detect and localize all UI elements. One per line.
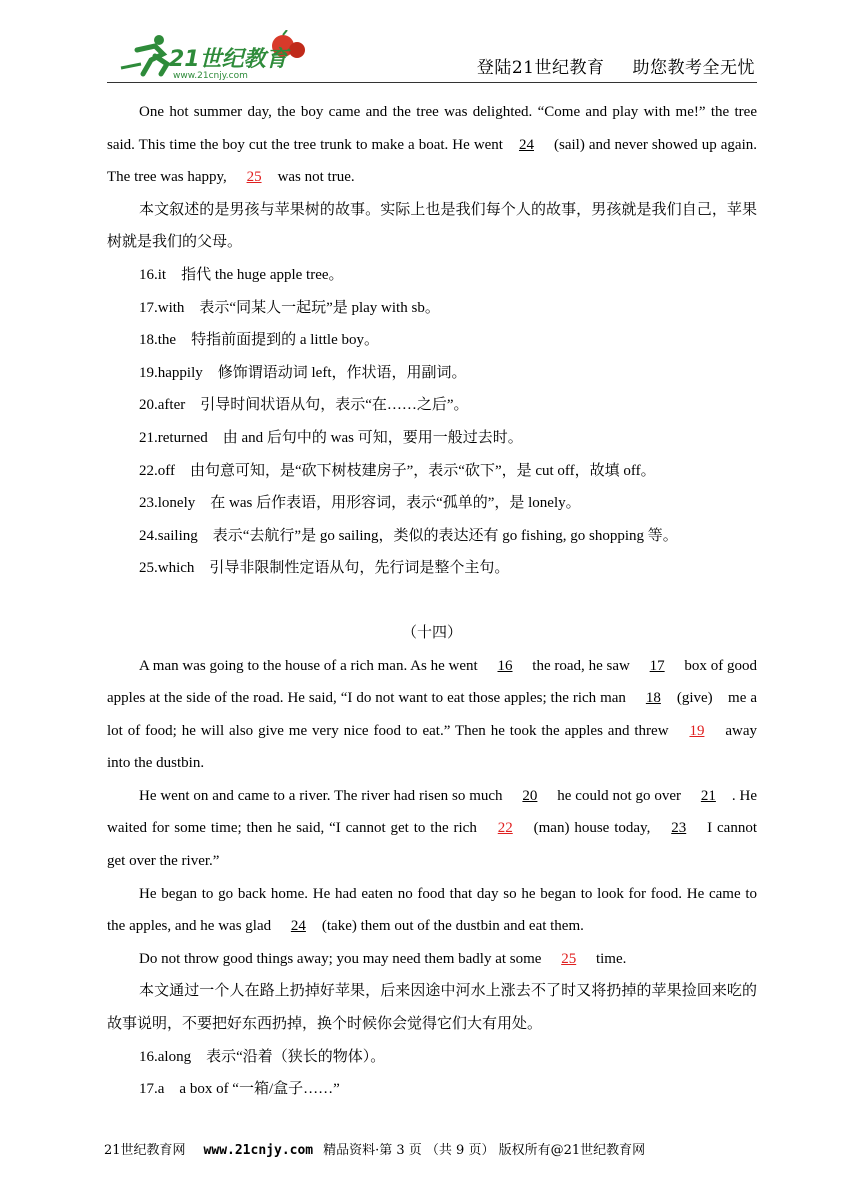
- story-paragraph: [107, 650, 757, 780]
- answer-blank: 23: [671, 820, 687, 837]
- answer-note: 17.a a box of “一箱/盒子……”: [139, 1081, 340, 1098]
- answer-blank: 17: [649, 657, 665, 674]
- text: . He waited for some time; then he said, “I cannot get to the rich: [107, 787, 757, 837]
- summary-paragraph: 本文通过一个人在路上扔掉好苹果，后来因途中河水上涨去不了时又将扔掉的苹果捡回来吃的故事说明，不要把好东西扔掉，换个时候你会觉得它们大有用处。: [107, 983, 757, 1033]
- text: was not true.: [277, 169, 355, 186]
- svg-text:21世纪教育: 21世纪教育: [169, 47, 288, 72]
- story-paragraph: [107, 878, 757, 943]
- answer-blank: 24: [290, 918, 306, 935]
- text: Do not throw good things away; you may need them badly at some: [139, 950, 546, 967]
- spacer: [107, 585, 757, 617]
- document-body: [107, 96, 757, 1106]
- answer-note: 23.lonely 在 was 后作表语，用形容词，表示“孤单的”，是 lonely。: [139, 495, 581, 512]
- answer-blank: 24: [518, 136, 534, 153]
- text: (give) me a lot of food; he will also give me very nice food to eat.” Then he took the apples and threw: [107, 690, 757, 739]
- answer-note: 25.which 引导非限制性定语从句，先行词是整个主句。: [139, 560, 510, 577]
- text: (man) house today,: [528, 820, 656, 837]
- text: I cannot get over the river.”: [107, 820, 757, 870]
- text: A man was going to the house of a rich man. As he went: [139, 657, 482, 674]
- text: He went on and came to a river. The river had risen so much: [139, 787, 507, 804]
- footer-site-url[interactable]: www.21cnjy.com: [203, 1143, 314, 1158]
- text: time.: [592, 950, 627, 967]
- answer-note: 21.returned 由 and 后句中的 was 可知，要用一般过去时。: [139, 429, 523, 446]
- header-slogan: [449, 53, 755, 78]
- summary-paragraph: 本文叙述的是男孩与苹果树的故事。实际上也是我们每个人的故事，男孩就是我们自己，苹果树就是我们的父母。: [107, 201, 757, 251]
- answer-blank-red: 22: [497, 820, 513, 837]
- answer-blank: 21: [700, 787, 716, 804]
- answer-note: 18.the 特指前面提到的 a little boy。: [139, 332, 379, 349]
- story-paragraph: [107, 96, 757, 194]
- story-paragraph: [107, 943, 757, 976]
- text: He began to go back home. He had eaten no food that day so he began to look for food. He came to the apples, and he was glad: [107, 885, 757, 935]
- text: (take) them out of the dustbin and eat them.: [321, 918, 584, 935]
- runner-icon: [121, 35, 167, 74]
- site-logo: [107, 30, 307, 82]
- answer-note: 16.it 指代 the huge apple tree。: [139, 266, 344, 283]
- svg-text:www.21cnjy.com: www.21cnjy.com: [173, 71, 248, 81]
- text: the road, he saw: [528, 657, 634, 674]
- text: One hot summer day, the boy came and the tree was delighted. “Come and play with me!” the tree said. This time the boy cut the tree trunk to make a boat. He went: [107, 104, 757, 153]
- text: box of good apples at the side of the road. He said, “I do not want to eat those apples; the rich man: [107, 657, 757, 707]
- answer-note: 17.with 表示“同某人一起玩”是 play with sb。: [139, 299, 440, 316]
- slogan-help: 助您教考全无忧: [632, 58, 755, 78]
- footer-site-name: 21世纪教育网: [104, 1143, 186, 1158]
- section-title: （十四）: [401, 624, 462, 641]
- answer-note: 16.along 表示“沿着（狭长的物体）。: [139, 1048, 386, 1065]
- answer-blank-red: 25: [246, 169, 262, 186]
- slogan-login: 登陆21世纪教育: [476, 58, 605, 78]
- answer-note: 24.sailing 表示“去航行”是 go sailing，类似的表达还有 go fishing, go shopping 等。: [139, 527, 678, 544]
- answer-blank: 20: [522, 787, 538, 804]
- text: (sail) and never showed up again. The tree was happy,: [107, 136, 757, 186]
- story-paragraph: [107, 780, 757, 878]
- page-header: [107, 30, 757, 83]
- answer-blank: 16: [497, 657, 513, 674]
- answer-note: 19.happily 修饰谓语动词 left，作状语，用副词。: [139, 364, 467, 381]
- page-footer: [104, 1139, 764, 1158]
- answer-note: 22.off 由句意可知，是“砍下树枝建房子”，表示“砍下”，是 cut off，故填 off。: [139, 462, 656, 479]
- footer-page-info: 精品资料·第 3 页 （共 9 页） 版权所有@21世纪教育网: [323, 1143, 646, 1158]
- answer-blank: 18: [645, 690, 661, 707]
- answer-note: 20.after 引导时间状语从句，表示“在……之后”。: [139, 397, 469, 414]
- text: he could not go over: [553, 787, 685, 804]
- answer-blank-red: 25: [561, 950, 577, 967]
- answer-blank-red: 19: [689, 722, 705, 739]
- text: away into the dustbin.: [107, 722, 757, 772]
